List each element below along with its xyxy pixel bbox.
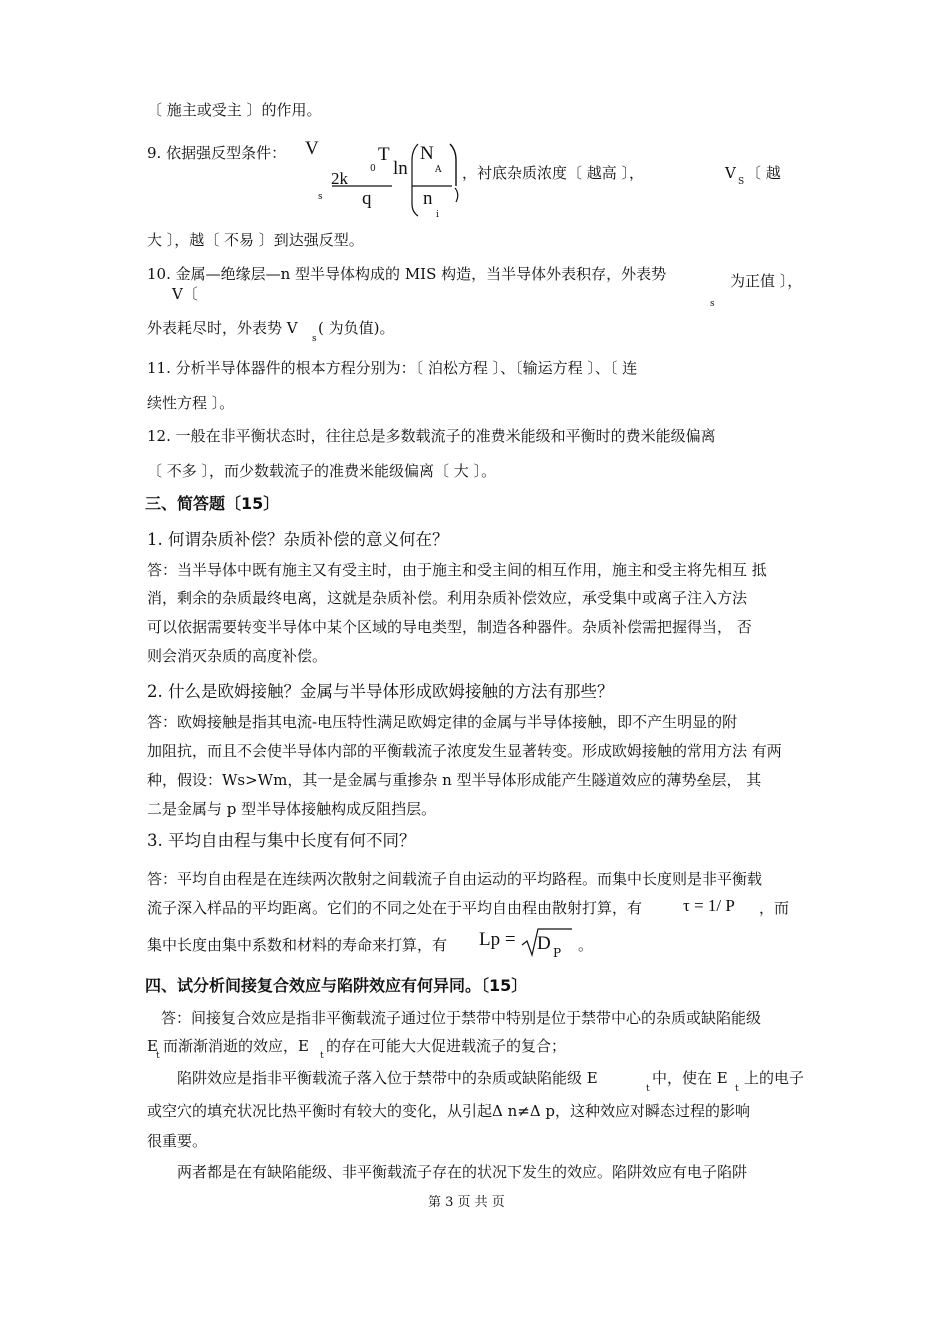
- lp-formula: Lp =: [479, 929, 516, 950]
- question-10-v: V〔: [172, 285, 198, 303]
- page-footer: 第 3 页 共 页: [428, 1195, 505, 1210]
- formula-vs-sub: s: [318, 192, 323, 202]
- question-9-end: 〔 越: [746, 164, 781, 182]
- answer-4-p2-mid-sub: t: [735, 1084, 739, 1094]
- formula-t: T: [378, 144, 390, 165]
- answer-4-p1-mid-sub: t: [320, 1051, 324, 1061]
- formula-i-sub: i: [436, 210, 439, 220]
- answer-4-p1-tail: 的存在可能大大促进载流子的复合；: [326, 1037, 567, 1055]
- answer-1-line1: 答：当半导体中既有施主又有受主时，由于施主和受主间的相互作用，施主和受主将先相互 抵: [147, 561, 767, 579]
- formula-n-small: n: [423, 188, 433, 209]
- question-10-line2-sub: s: [312, 334, 317, 344]
- tau-formula: τ = 1/ P: [683, 896, 735, 915]
- answer-4-p3: 两者都是在有缺陷能级、非平衡载流子存在的状况下发生的效应。陷阱效应有电子陷阱: [177, 1163, 748, 1181]
- answer-3-line3-tail: 。: [578, 936, 594, 954]
- answer-4-p2-tail: 上的电子: [744, 1069, 805, 1087]
- answer-4-p2-mid: 中，使在 E: [652, 1069, 728, 1087]
- answer-2-line3: 种，假设：Ws>Wm，其一是金属与重掺杂 n 型半导体形成能产生隧道效应的薄势垒层， 其: [147, 771, 762, 789]
- question-10: 10. 金属—绝缘层—n 型半导体构成的 MIS 构造，当半导体外表积存，外表势: [147, 265, 667, 283]
- formula-ln: ln: [393, 158, 408, 179]
- section-3-heading: 三、简答题〔15〕: [145, 494, 280, 513]
- question-12-line2: 〔 不多 〕，而少数载流子的准费米能级偏离〔 大 〕。: [147, 462, 497, 480]
- question-10-line2-tail: ( 为负值)。: [318, 319, 395, 337]
- answer-3-line3: 集中长度由集中系数和材料的寿命来打算，有: [147, 936, 448, 954]
- answer-1-line3: 可以依据需要转变半导体中某个区域的导电类型，制造各种器件。杂质补偿需把握得当， 否: [147, 618, 752, 636]
- answer-1-line2: 消，剩余的杂质最终电离，这就是杂质补偿。利用杂质补偿效应，承受集中或离子注入方法: [147, 589, 748, 607]
- short-question-1: 1. 何谓杂质补偿？杂质补偿的意义何在？: [147, 530, 449, 549]
- continued-answer-line: 〔 施主或受主 〕的作用。: [147, 101, 322, 119]
- answer-3-line1: 答：平均自由程是在连续两次散射之间载流子自由运动的平均路程。而集中长度则是非平衡载: [147, 870, 763, 888]
- sqrt-d: D: [537, 933, 551, 954]
- answer-1-line4: 则会消灭杂质的高度补偿。: [147, 647, 328, 665]
- question-10-right-sub: s: [710, 299, 715, 309]
- answer-4-p2-line1: 陷阱效应是指非平衡载流子落入位于禁带中的杂质或缺陷能级 E: [177, 1069, 598, 1087]
- question-10-line2: 外表耗尽时，外表势 V: [147, 319, 298, 337]
- question-9-vs: V: [725, 164, 736, 182]
- answer-4-p2-line3: 很重要。: [147, 1132, 208, 1150]
- sqrt-d-sub: P: [553, 946, 562, 960]
- answer-4-p1-line1: 答：间接复合效应是指非平衡载流子通过位于禁带中特别是位于禁带中心的杂质或缺陷能级: [161, 1009, 762, 1027]
- answer-2-line2: 加阻抗，而且不会使半导体内部的平衡载流子浓度发生显著转变。形成欧姆接触的常用方法 有两: [147, 742, 782, 760]
- answer-3-line2-tail: ，而: [759, 899, 790, 917]
- formula-right-paren-low: [455, 188, 458, 202]
- formula-zero-sub: 0: [370, 164, 376, 174]
- answer-2-line1: 答：欧姆接触是指其电流-电压特性满足欧姆定律的金属与半导体接触，即不产生明显的附: [147, 713, 738, 731]
- question-9: 9. 依据强反型条件：: [147, 144, 287, 162]
- formula-right-paren: [450, 144, 456, 186]
- question-11: 11. 分析半导体器件的根本方程分别为：〔 泊松方程 〕、〔输运方程 〕、〔 连: [147, 359, 638, 377]
- short-question-3: 3. 平均自由程与集中长度有何不同？: [147, 831, 416, 850]
- formula-a-sub: A: [435, 165, 442, 175]
- answer-4-p2-line2: 或空穴的填充状况比热平衡时有较大的变化，从引起Δ n≠Δ p，这种效应对瞬态过程的影响: [147, 1102, 751, 1120]
- question-9-line2: 大 〕，越〔 不易 〕到达强反型。: [147, 231, 364, 249]
- answer-4-p2-sub: t: [646, 1084, 650, 1094]
- answer-4-p1-e-sub: t: [156, 1051, 160, 1061]
- short-question-2: 2. 什么是欧姆接触？金属与半导体形成欧姆接触的方法有那些？: [147, 682, 614, 701]
- question-9-vs-sub: S: [738, 177, 745, 187]
- question-10-right: 为正值 〕，: [730, 272, 803, 290]
- question-11-line2: 续性方程 〕。: [147, 394, 235, 412]
- answer-4-p1-mid: 而渐渐消逝的效应，E: [163, 1037, 309, 1055]
- answer-4-p1-e: E: [147, 1037, 158, 1055]
- answer-2-line4: 二是金属与 p 型半导体接触构成反阻挡层。: [147, 800, 437, 818]
- formula-vs: V: [305, 138, 319, 159]
- formula-left-paren: [412, 144, 418, 216]
- formula-n-big: N: [420, 143, 434, 164]
- question-12: 12. 一般在非平衡状态时，往往总是多数载流子的准费米能级和平衡时的费米能级偏离: [147, 427, 716, 445]
- formula-q: q: [362, 188, 372, 209]
- answer-3-line2: 流子深入样品的平均距离。它们的不同之处在于平均自由程由散射打算，有: [147, 899, 643, 917]
- section-4-heading: 四、试分析间接复合效应与陷阱效应有何异同。〔15〕: [145, 976, 528, 995]
- question-9-tail: ，衬底杂质浓度〔 越高 〕，: [462, 164, 645, 182]
- formula-2k: 2k: [331, 169, 348, 188]
